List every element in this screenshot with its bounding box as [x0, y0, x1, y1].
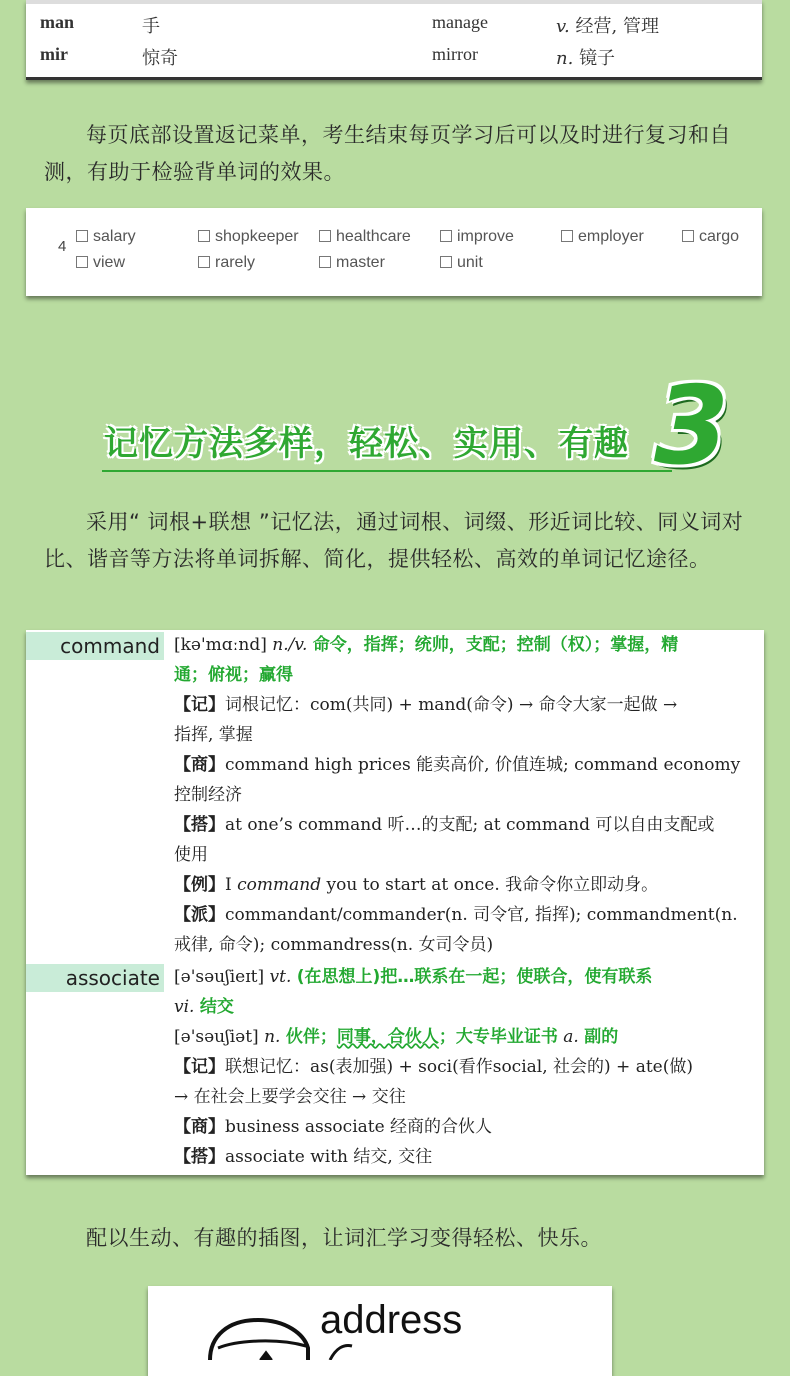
table-row — [26, 40, 762, 72]
section-title: 记忆方法多样，轻松、实用、有趣 — [104, 424, 629, 464]
root-meaning-cell: 惊奇 — [142, 48, 178, 69]
meaning-cell — [556, 44, 615, 70]
checkbox-icon[interactable] — [440, 256, 452, 268]
review-item[interactable]: employer — [561, 228, 644, 246]
review-item[interactable]: master — [319, 254, 385, 272]
review-item[interactable]: view — [76, 254, 125, 272]
intro-paragraph-review: 每页底部设置返记菜单，考生结束每页学习后可以及时进行复习和自测，有助于检验背单词的效果。 — [44, 123, 731, 184]
entry-business: 控制经济 — [174, 785, 242, 805]
entry-memory: 【记】联想记忆：as(表加强) + soci(看作social, 社会的) + ate(做) — [174, 1057, 693, 1077]
table-row — [26, 8, 762, 40]
dictionary-entries — [26, 630, 764, 1175]
checkbox-icon[interactable] — [198, 256, 210, 268]
illustration-word: address — [320, 1298, 463, 1342]
root-meaning-cell: 手 — [142, 16, 160, 37]
illustration-card — [148, 1286, 612, 1376]
table-rule-bottom — [26, 77, 762, 80]
entry-collocation: 【搭】at one’s command 听…的支配; at command 可以自由支配或 — [174, 815, 715, 835]
section-underline — [102, 470, 672, 472]
entry-derivative: 戒律, 命令); commandress(n. 女司令员) — [174, 935, 494, 955]
review-item[interactable]: rarely — [198, 254, 255, 272]
checkbox-icon[interactable] — [319, 230, 331, 242]
section-number: 3 — [654, 364, 730, 489]
intro-paragraph-method: 采用“ 词根+联想 ”记忆法，通过词根、词缀、形近词比较、同义词对比、谐音等方法将单词拆解、简化，提供轻松、高效的单词记忆途径。 — [44, 510, 744, 571]
checkbox-icon[interactable] — [319, 256, 331, 268]
entry-memory: 指挥, 掌握 — [174, 725, 253, 745]
entry-collocation: 【搭】associate with 结交, 交往 — [174, 1147, 433, 1167]
word-cell: mirror — [432, 44, 478, 64]
table-rule-top — [26, 0, 762, 4]
root-cell: man — [40, 12, 75, 32]
checkbox-icon[interactable] — [76, 256, 88, 268]
root-cell: mir — [40, 44, 68, 64]
page-number: 4 — [58, 238, 67, 255]
entry-example: 【例】I command you to start at once. 我命令你立即动身。 — [174, 875, 659, 895]
review-item[interactable]: improve — [440, 228, 514, 246]
word-cell: manage — [432, 12, 488, 32]
checkbox-icon[interactable] — [682, 230, 694, 242]
review-item[interactable]: shopkeeper — [198, 228, 299, 246]
entry-derivative: 【派】commandant/commander(n. 司令官, 指挥); commandment(n. — [174, 905, 738, 925]
meaning-cell — [556, 12, 659, 38]
vocab-table — [26, 0, 762, 80]
review-item[interactable]: cargo — [682, 228, 739, 246]
entry-definition: vi. 结交 — [174, 997, 234, 1017]
checkbox-icon[interactable] — [440, 230, 452, 242]
entry-collocation: 使用 — [174, 845, 208, 865]
pos-label: n. — [556, 48, 574, 69]
checkbox-icon[interactable] — [198, 230, 210, 242]
entry-business: 【商】business associate 经商的合伙人 — [174, 1117, 493, 1137]
pos-label: v. — [556, 16, 570, 37]
entry-memory: → 在社会上要学会交往 → 交往 — [174, 1087, 406, 1107]
review-strip — [26, 208, 762, 296]
checkbox-icon[interactable] — [561, 230, 573, 242]
checkbox-icon[interactable] — [76, 230, 88, 242]
intro-paragraph-illustration: 配以生动、有趣的插图，让词汇学习变得轻松、快乐。 — [86, 1226, 602, 1250]
entry-memory: 【记】词根记忆：com(共同) + mand(命令) → 命令大家一起做 → — [174, 695, 678, 715]
review-item[interactable]: salary — [76, 228, 136, 246]
headword-command: command — [26, 632, 164, 660]
entry-definition: [ə'səuʃieɪt] vt. (在思想上)把…联系在一起；使联合，使有联系 — [174, 967, 653, 987]
entry-definition: [ə'səuʃiət] n. 伙伴；同事，合伙人；大专毕业证书 a. 副的 — [174, 1027, 619, 1047]
review-item[interactable]: healthcare — [319, 228, 411, 246]
entry-definition: 通；俯视；赢得 — [174, 665, 293, 685]
entry-definition: [kə'mɑːnd] n./v. 命令，指挥；统帅，支配；控制（权）；掌握，精 — [174, 635, 679, 655]
headword-associate: associate — [26, 964, 164, 992]
meaning-text: 镜子 — [579, 48, 616, 69]
meaning-text: 经营, 管理 — [575, 16, 659, 37]
entry-business: 【商】command high prices 能卖高价, 价值连城; command economy — [174, 755, 741, 775]
review-item[interactable]: unit — [440, 254, 483, 272]
